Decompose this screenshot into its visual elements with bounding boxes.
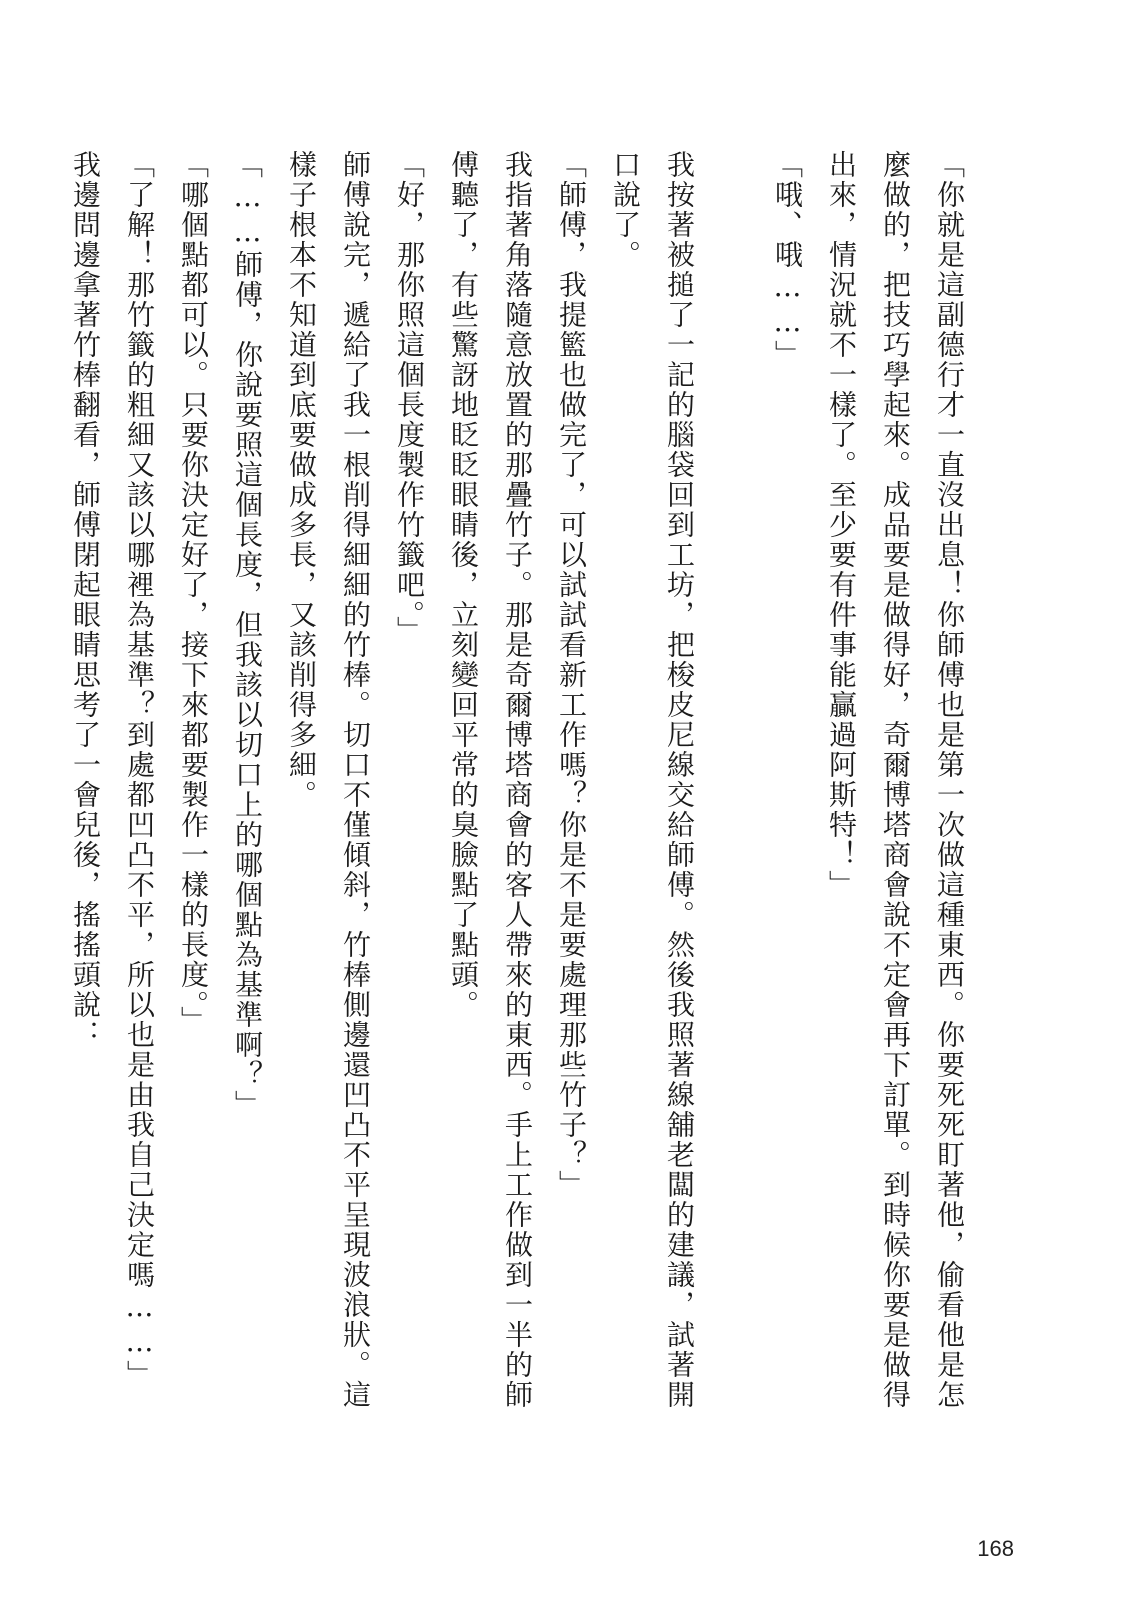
paragraph: 「你就是這副德行才一直沒出息！你師傅也是第一次做這種東西。你要死死盯著他，偷看他是怎麼做的，把技巧學起來。成品要是做得好，奇爾博塔商會說不定會再下訂單。到時候你要是做得出來，情況就不一樣了。至少要有件事能贏過阿斯特！」 <box>825 150 966 1410</box>
paragraph: 我指著角落隨意放置的那疊竹子。那是奇爾博塔商會的客人帶來的東西。手上工作做到一半的師傅聽了，有些驚訝地眨眨眼睛後，立刻變回平常的臭臉點了點頭。 <box>447 150 534 1410</box>
paragraph: 「師傅，我提籃也做完了，可以試試看新工作嗎？你是不是要處理那些竹子？」 <box>555 150 588 1200</box>
paragraph: 「哪個點都可以。只要你決定好了，接下來都要製作一樣的長度。」 <box>177 150 210 1036</box>
paragraph: 我邊問邊拿著竹棒翻看，師傅閉起眼睛思考了一會兒後，搖搖頭說： <box>69 150 102 1050</box>
vertical-text-body <box>58 150 976 1430</box>
paragraph: 我按著被搥了一記的腦袋回到工坊，把梭皮尼線交給師傅。然後我照著線舖老闆的建議，試著開口說了。 <box>609 150 696 1410</box>
paragraph: 師傅說完，遞給了我一根削得細細的竹棒。切口不僅傾斜，竹棒側邊還凹凸不平呈現波浪狀。這樣子根本不知道到底要做成多長，又該削得多細。 <box>285 150 372 1410</box>
paragraph: 「……師傅，你說要照這個長度，但我該以切口上的哪個點為基準啊？」 <box>231 150 264 1120</box>
paragraph: 「哦、哦……」 <box>771 150 804 370</box>
paragraph: 「好，那你照這個長度製作竹籤吧。」 <box>393 150 426 646</box>
paragraph-blank <box>706 150 760 1430</box>
page-number: 168 <box>977 1536 1014 1561</box>
paragraph: 「了解！那竹籤的粗細又該以哪裡為基準？到處都凹凸不平，所以也是由我自己決定嗎……」 <box>123 150 156 1390</box>
